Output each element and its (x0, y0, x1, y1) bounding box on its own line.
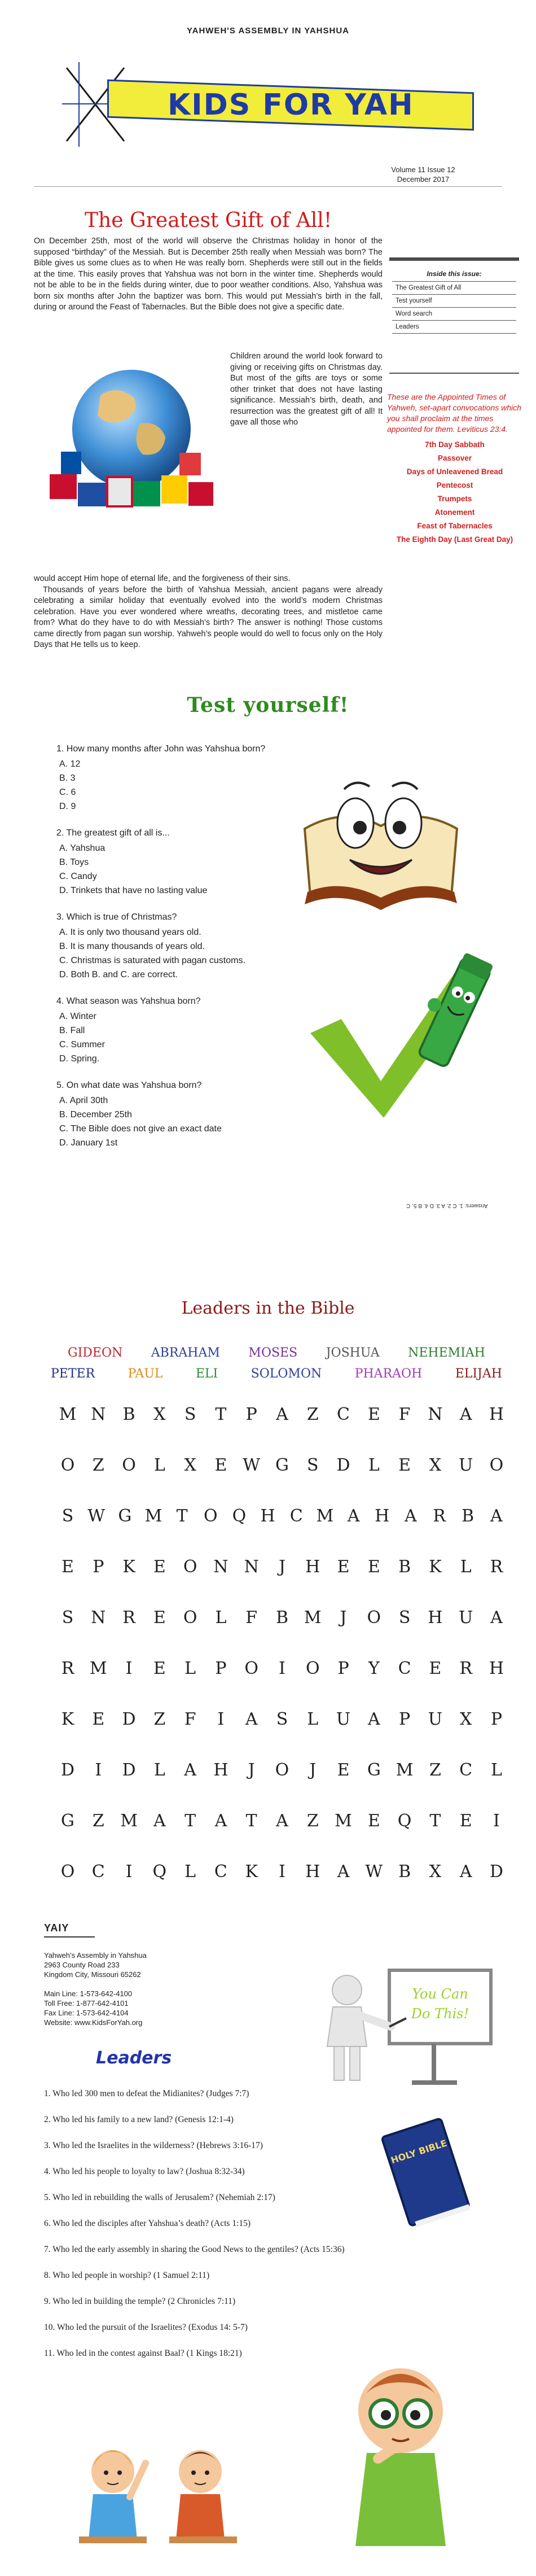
grid-letter[interactable]: W (365, 1862, 383, 1882)
contact-line: Fax Line: 1-573-642-4104 (44, 2009, 129, 2017)
grid-letter[interactable]: D (122, 1709, 136, 1729)
quiz-question (56, 912, 299, 982)
quiz-question (56, 1081, 299, 1150)
grid-letter[interactable]: X (429, 1455, 442, 1475)
grid-letter[interactable]: O (60, 1455, 75, 1475)
grid-letter[interactable]: H (213, 1760, 229, 1780)
grid-letter[interactable]: N (91, 1405, 106, 1424)
answer-option: C. Summer (59, 1040, 105, 1049)
grid-letter[interactable]: F (398, 1405, 411, 1424)
word-bank-word: MOSES (248, 1346, 298, 1360)
grid-letter[interactable]: P (245, 1405, 257, 1424)
grid-letter[interactable]: A (490, 1506, 503, 1526)
table-of-contents (392, 268, 516, 334)
word-search-grid (56, 1405, 508, 1913)
grid-letter[interactable]: M (335, 1811, 352, 1831)
quiz-title: Test yourself! (187, 693, 349, 717)
grid-letter[interactable]: E (337, 1760, 350, 1780)
grid-letter[interactable]: H (428, 1608, 443, 1628)
board-text-line1: You Can (412, 1986, 468, 2002)
feast-item: Days of Unleavened Bread (406, 467, 503, 476)
leader-question: 3. Who led the Israelites in the wilderness? (Hebrews 3:16-17) (44, 2141, 263, 2150)
word-bank-word: PETER (51, 1367, 95, 1381)
toc-item: Leaders (392, 320, 516, 334)
grid-letter[interactable]: B (275, 1608, 288, 1628)
article-paragraph-3b: Thousands of years before the birth of Yahshua Messiah, ancient pagans were already celebrating a similar holiday that eventually evolved into the world’s modern Christmas celebration. Have you ever wondered where wreaths, decorating trees, and mistletoe came from? What do they have to do with Messiah’s birth? The answer is nothing! Those customs came directly from pagan sun worship. Yahweh’s people would do well to focus only on the Holy Days that He tells us to keep. (34, 585, 383, 649)
answer-option: C. 6 (59, 788, 76, 797)
grid-letter[interactable]: A (153, 1811, 166, 1831)
grid-letter[interactable]: R (459, 1659, 472, 1678)
grid-letter[interactable]: B (122, 1405, 135, 1424)
grid-letter[interactable]: O (203, 1506, 218, 1526)
grid-letter[interactable]: P (337, 1659, 349, 1678)
contact-line: Yahweh’s Assembly in Yahshua (44, 1951, 147, 1960)
newsletter-title: KIDS FOR YAH (167, 88, 414, 122)
quiz-questions (56, 744, 299, 1165)
bible-label: HOLY BIBLE (389, 2137, 449, 2166)
title-banner (107, 80, 474, 131)
answer-option: D. Trinkets that have no lasting value (59, 886, 208, 895)
grid-letter[interactable]: K (61, 1709, 74, 1729)
answer-option: C. Christmas is saturated with pagan customs. (59, 956, 245, 965)
answer-option: B. Toys (59, 858, 89, 867)
smiling-book-image (293, 744, 468, 925)
toc-item: Word search (392, 307, 516, 320)
grid-letter[interactable]: O (183, 1557, 197, 1577)
grid-letter[interactable]: E (429, 1659, 442, 1678)
sidebar-divider (389, 373, 519, 374)
grid-letter[interactable]: X (153, 1405, 166, 1424)
grid-letter[interactable]: S (276, 1709, 288, 1729)
grid-letter[interactable]: I (279, 1659, 285, 1678)
grid-letter[interactable]: E (92, 1709, 105, 1729)
grid-letter[interactable]: A (184, 1760, 196, 1780)
grid-letter[interactable]: C (398, 1659, 411, 1678)
feast-item: Pentecost (436, 481, 473, 489)
grid-letter[interactable]: E (367, 1811, 380, 1831)
word-bank-word: GIDEON (68, 1346, 123, 1360)
answer-option: B. December 25th (59, 1110, 132, 1119)
you-can-do-this-board-image (305, 1965, 497, 2089)
grid-letter[interactable]: K (122, 1557, 135, 1577)
grid-row (56, 1659, 508, 1709)
appointed-intro: These are the Appointed Times of Yahweh, set-apart convocations which you shall proclaim at the times appointed for them. Leviticus 23:4. (387, 392, 521, 434)
grid-row (56, 1405, 508, 1455)
grid-letter[interactable]: R (61, 1659, 74, 1678)
grid-letter[interactable]: N (428, 1405, 443, 1424)
grid-letter[interactable]: E (367, 1557, 380, 1577)
leader-question: 10. Who led the pursuit of the Israelites? (Exodus 14: 5-7) (44, 2323, 248, 2332)
question-text: 1. How many months after John was Yahshua born? (56, 744, 266, 754)
grid-letter[interactable]: A (276, 1405, 288, 1424)
leader-question: 8. Who led people in worship? (1 Samuel 2:11) (44, 2271, 210, 2280)
grid-letter[interactable]: A (337, 1862, 350, 1882)
grid-letter[interactable]: P (93, 1557, 104, 1577)
answer-option: B. 3 (59, 773, 76, 783)
issue-date: December 2017 (397, 175, 450, 183)
leader-question: 6. Who led the disciples after Yahshua’s death? (Acts 1:15) (44, 2219, 251, 2228)
grid-letter[interactable]: E (61, 1557, 74, 1577)
grid-letter[interactable]: M (144, 1506, 162, 1526)
grid-letter[interactable]: G (367, 1760, 381, 1780)
grid-letter[interactable]: R (433, 1506, 446, 1526)
grid-letter[interactable]: S (398, 1608, 411, 1628)
answer-option: A. Yahshua (59, 843, 106, 853)
grid-letter[interactable]: H (489, 1405, 504, 1424)
leader-question: 9. Who led in building the temple? (2 Chronicles 7:11) (44, 2297, 236, 2306)
answer-option: A. April 30th (59, 1096, 108, 1105)
grid-letter[interactable]: I (279, 1862, 285, 1882)
toc-title: Inside this issue: (427, 270, 482, 278)
grid-letter[interactable]: C (214, 1862, 227, 1882)
grid-letter[interactable]: C (459, 1760, 473, 1780)
grid-letter[interactable]: L (368, 1455, 380, 1475)
word-bank-word: PHARAOH (354, 1367, 423, 1381)
grid-letter[interactable]: O (244, 1659, 258, 1678)
question-text: 2. The greatest gift of all is... (56, 828, 170, 838)
grid-letter[interactable]: O (275, 1760, 289, 1780)
grid-letter[interactable]: Z (92, 1811, 104, 1831)
grid-letter[interactable]: X (459, 1709, 472, 1729)
grid-letter[interactable]: R (490, 1557, 503, 1577)
article-title: The Greatest Gift of All! (85, 209, 332, 232)
grid-letter[interactable]: T (184, 1811, 196, 1831)
yaiy-brand: YAIY (44, 1922, 69, 1934)
grid-letter[interactable]: C (289, 1506, 303, 1526)
grid-letter[interactable]: T (215, 1405, 227, 1424)
masthead (62, 62, 480, 147)
grid-letter[interactable]: A (367, 1709, 380, 1729)
grid-letter[interactable]: Q (397, 1811, 412, 1831)
grid-letter[interactable]: M (120, 1811, 138, 1831)
grid-letter[interactable]: D (60, 1760, 75, 1780)
feast-item: Passover (437, 454, 472, 462)
leaders-questions (44, 2089, 405, 2374)
grid-letter[interactable]: B (462, 1506, 475, 1526)
grid-letter[interactable]: I (493, 1811, 500, 1831)
word-bank-word: ELI (195, 1367, 218, 1381)
grid-letter[interactable]: Q (232, 1506, 247, 1526)
word-search-title: Leaders in the Bible (181, 1298, 355, 1318)
grid-letter[interactable]: G (118, 1506, 132, 1526)
grid-row (56, 1811, 508, 1862)
grid-letter[interactable]: L (184, 1659, 196, 1678)
grid-letter[interactable]: I (125, 1659, 133, 1678)
grid-letter[interactable]: N (213, 1557, 229, 1577)
word-bank-word: PAUL (128, 1367, 163, 1381)
sidebar-top-bar (389, 257, 519, 261)
grid-row (56, 1455, 508, 1506)
answer-option: D. 9 (59, 802, 76, 811)
grid-letter[interactable]: P (399, 1709, 411, 1729)
grid-letter[interactable]: E (367, 1405, 380, 1424)
grid-letter[interactable]: L (184, 1862, 196, 1882)
grid-letter[interactable]: A (276, 1811, 288, 1831)
grid-letter[interactable]: P (215, 1659, 227, 1678)
grid-letter[interactable]: L (307, 1709, 319, 1729)
answer-option: A. It is only two thousand years old. (59, 928, 201, 937)
grid-letter[interactable]: S (306, 1455, 319, 1475)
article-paragraph-2: Children around the world look forward to giving or receiving gifts on Christmas day. But most of the gifts are toys or some other trinket that does not have lasting significance. Messiah’s birth, death, and resurrection was the greatest gift of all! It gave all those who (230, 352, 383, 427)
grid-letter[interactable]: A (347, 1506, 360, 1526)
word-bank (51, 1346, 502, 1388)
toc-item: Test yourself (392, 294, 516, 307)
grid-letter[interactable]: B (398, 1862, 411, 1882)
issue-info (367, 165, 480, 184)
grid-letter[interactable]: H (375, 1506, 390, 1526)
answer-option: A. 12 (59, 759, 81, 769)
grid-letter[interactable]: M (59, 1405, 77, 1424)
grid-letter[interactable]: I (217, 1709, 225, 1729)
word-bank-word: ABRAHAM (151, 1346, 220, 1360)
answer-option: D. Both B. and C. are correct. (59, 970, 178, 979)
article-paragraph-1: On December 25th, most of the world will observe the Christmas holiday in honor of the supposed “birthday” of the Messiah. But is December 25th really when Messiah was born? The Bible gives us some clues as to when He was really born. Shepherds were still out in the fields at the time. This easily proves that Yahshua was not born in the winter time. Shepherds would not be able to be in the fields during winter, due to poor weather conditions. Also, Yahshua was born six months after John the baptizer was born. This would put Messiah’s birth in the fall, during or around the Feast of Tabernacles. But the Bible does not give a specific date. (34, 237, 383, 312)
grid-letter[interactable]: S (61, 1506, 74, 1526)
question-text: 3. Which is true of Christmas? (56, 912, 177, 922)
grid-letter[interactable]: A (459, 1405, 472, 1424)
contact-info (44, 1950, 147, 2027)
answer-option: A. Winter (59, 1012, 96, 1021)
grid-letter[interactable]: G (275, 1455, 289, 1475)
leader-question: 7. Who led the early assembly in sharing the Good News to the gentiles? (Acts 15:36) (44, 2245, 345, 2254)
article-paragraph-3a: would accept Him hope of eternal life, and the forgiveness of their sins. (34, 574, 291, 583)
word-bank-row (51, 1346, 502, 1360)
grid-letter[interactable]: K (245, 1862, 258, 1882)
grid-row (56, 1506, 508, 1557)
grid-letter[interactable]: J (248, 1760, 255, 1780)
grid-letter[interactable]: A (245, 1709, 258, 1729)
feast-list (387, 438, 522, 546)
grid-letter[interactable]: B (398, 1557, 411, 1577)
grid-letter[interactable]: M (396, 1760, 414, 1780)
grid-letter[interactable]: X (429, 1862, 442, 1882)
word-bank-word: SOLOMON (251, 1367, 322, 1381)
feast-item: 7th Day Sabbath (425, 440, 485, 449)
grid-letter[interactable]: I (95, 1760, 102, 1780)
grid-letter[interactable]: U (336, 1709, 351, 1729)
grid-letter[interactable]: T (176, 1506, 188, 1526)
contact-line: Website: www.KidsForYah.org (44, 2018, 143, 2027)
grid-letter[interactable]: N (91, 1608, 106, 1628)
grid-row (56, 1709, 508, 1760)
word-bank-row (51, 1367, 502, 1381)
grid-letter[interactable]: Q (152, 1862, 167, 1882)
leaders-title: Leaders (96, 2048, 172, 2068)
leader-question: 1. Who led 300 men to defeat the Midianites? (Judges 7:7) (44, 2089, 249, 2098)
grid-letter[interactable]: I (125, 1862, 133, 1882)
contact-line: Toll Free: 1-877-642-4101 (44, 1999, 129, 2008)
grid-letter[interactable]: E (398, 1455, 411, 1475)
question-text: 5. On what date was Yahshua born? (56, 1081, 202, 1090)
grid-letter[interactable]: C (337, 1405, 350, 1424)
grid-letter[interactable]: U (428, 1709, 443, 1729)
answer-option: B. Fall (59, 1026, 85, 1035)
grid-letter[interactable]: K (429, 1557, 442, 1577)
grid-letter[interactable]: E (214, 1455, 227, 1475)
contact-line: Main Line: 1-573-642-4100 (44, 1989, 133, 1998)
grid-letter[interactable]: M (89, 1659, 107, 1678)
grid-letter[interactable]: D (122, 1760, 136, 1780)
leader-question: 5. Who led in rebuilding the walls of Jerusalem? (Nehemiah 2:17) (44, 2193, 275, 2202)
grid-letter[interactable]: O (305, 1659, 320, 1678)
grid-letter[interactable]: Z (153, 1709, 166, 1729)
grid-letter[interactable]: X (184, 1455, 196, 1475)
answer-option: C. The Bible does not give an exact date (59, 1124, 222, 1134)
contact-line (44, 1979, 147, 1989)
grid-letter[interactable]: Z (306, 1811, 319, 1831)
grid-letter[interactable]: W (243, 1455, 261, 1475)
quiz-question (56, 996, 299, 1066)
grid-letter[interactable]: E (459, 1811, 472, 1831)
grid-letter[interactable]: H (305, 1862, 320, 1882)
word-bank-word: NEHEMIAH (408, 1346, 485, 1360)
grid-letter[interactable]: Z (306, 1405, 319, 1424)
grid-letter[interactable]: D (336, 1455, 350, 1475)
grid-letter[interactable]: E (153, 1659, 166, 1678)
contact-line: Kingdom City, Missouri 65262 (44, 1970, 141, 1979)
kids-image (68, 2438, 248, 2562)
answer-option: B. It is many thousands of years old. (59, 942, 205, 951)
grid-letter[interactable]: M (316, 1506, 334, 1526)
grid-letter[interactable]: T (245, 1811, 257, 1831)
grid-letter[interactable]: R (122, 1608, 135, 1628)
grid-letter[interactable]: E (337, 1557, 350, 1577)
answer-option: D. Spring. (59, 1054, 100, 1064)
word-bank-word: ELIJAH (455, 1367, 502, 1381)
grid-row (56, 1557, 508, 1608)
grid-letter[interactable]: Z (429, 1760, 441, 1780)
org-header: YAHWEH'S ASSEMBLY IN YAHSHUA (186, 26, 350, 36)
grid-letter[interactable]: F (184, 1709, 196, 1729)
grid-letter[interactable]: E (153, 1557, 166, 1577)
thinking-boy-image (344, 2360, 457, 2552)
grid-letter[interactable]: H (260, 1506, 275, 1526)
grid-letter[interactable]: J (340, 1608, 347, 1628)
grid-letter[interactable]: S (184, 1405, 196, 1424)
grid-letter[interactable]: U (459, 1608, 473, 1628)
grid-letter[interactable]: L (490, 1760, 502, 1780)
toc-item: The Greatest Gift of All (392, 281, 516, 294)
grid-letter[interactable]: J (278, 1557, 285, 1577)
grid-letter[interactable]: Y (368, 1659, 380, 1678)
grid-letter[interactable]: F (245, 1608, 258, 1628)
grid-letter[interactable]: H (305, 1557, 320, 1577)
header-divider (34, 186, 502, 187)
grid-letter[interactable]: N (244, 1557, 259, 1577)
grid-row (56, 1760, 508, 1811)
grid-letter[interactable]: H (489, 1659, 504, 1678)
grid-letter[interactable]: D (489, 1862, 503, 1882)
globe-gifts-image (38, 361, 225, 525)
grid-letter[interactable]: O (489, 1455, 504, 1475)
grid-letter[interactable]: G (61, 1811, 74, 1831)
grid-letter[interactable]: Z (92, 1455, 104, 1475)
grid-letter[interactable]: W (87, 1506, 106, 1526)
quiz-question (56, 744, 299, 814)
grid-letter[interactable]: O (122, 1455, 136, 1475)
grid-letter[interactable]: L (215, 1608, 227, 1628)
grid-row (56, 1862, 508, 1913)
quiz-question (56, 828, 299, 898)
contact-line: 2963 County Road 233 (44, 1961, 120, 1969)
grid-letter[interactable]: E (153, 1608, 166, 1628)
grid-letter[interactable]: L (153, 1760, 165, 1780)
grid-letter[interactable]: M (304, 1608, 322, 1628)
quiz-answers: Answers: 1. C 2. A 3. D 4. B 5. C (406, 1202, 488, 1209)
checkmark-highlighter-image (305, 943, 497, 1129)
grid-letter[interactable]: O (367, 1608, 381, 1628)
appointed-times (387, 392, 522, 546)
answer-option: D. January 1st (59, 1138, 118, 1148)
grid-letter[interactable]: S (61, 1608, 74, 1628)
holy-bible-image (378, 2114, 474, 2233)
grid-letter[interactable]: U (459, 1455, 473, 1475)
grid-letter[interactable]: P (490, 1709, 503, 1729)
grid-letter[interactable]: O (60, 1862, 75, 1882)
brand-underline (44, 1936, 95, 1938)
leader-question: 4. Who led his people to loyalty to law? (Joshua 8:32-34) (44, 2167, 245, 2176)
feast-item: Atonement (434, 508, 475, 517)
grid-letter[interactable]: A (490, 1608, 503, 1628)
grid-letter[interactable]: C (91, 1862, 105, 1882)
issue-volume: Volume 11 Issue 12 (391, 165, 455, 174)
leader-question: 2. Who led his family to a new land? (Genesis 12:1-4) (44, 2115, 234, 2124)
question-text: 4. What season was Yahshua born? (56, 996, 201, 1006)
grid-letter[interactable]: L (460, 1557, 472, 1577)
feast-item: The Eighth Day (Last Great Day) (396, 535, 513, 544)
article-paragraph-3 (34, 574, 383, 651)
feast-item: Feast of Tabernacles (417, 522, 493, 530)
grid-letter[interactable]: L (153, 1455, 165, 1475)
grid-row (56, 1608, 508, 1659)
grid-letter[interactable]: A (459, 1862, 472, 1882)
grid-letter[interactable]: T (429, 1811, 441, 1831)
word-bank-word: JOSHUA (326, 1346, 380, 1360)
grid-letter[interactable]: O (183, 1608, 197, 1628)
grid-letter[interactable]: A (214, 1811, 227, 1831)
feast-item: Trumpets (437, 495, 472, 503)
answer-option: C. Candy (59, 872, 97, 881)
leader-question: 11. Who led in the contest against Baal? (1 Kings 18:21) (44, 2348, 242, 2358)
grid-letter[interactable]: A (405, 1506, 417, 1526)
board-text-line2: Do This! (411, 2006, 469, 2022)
grid-letter[interactable]: J (309, 1760, 317, 1780)
